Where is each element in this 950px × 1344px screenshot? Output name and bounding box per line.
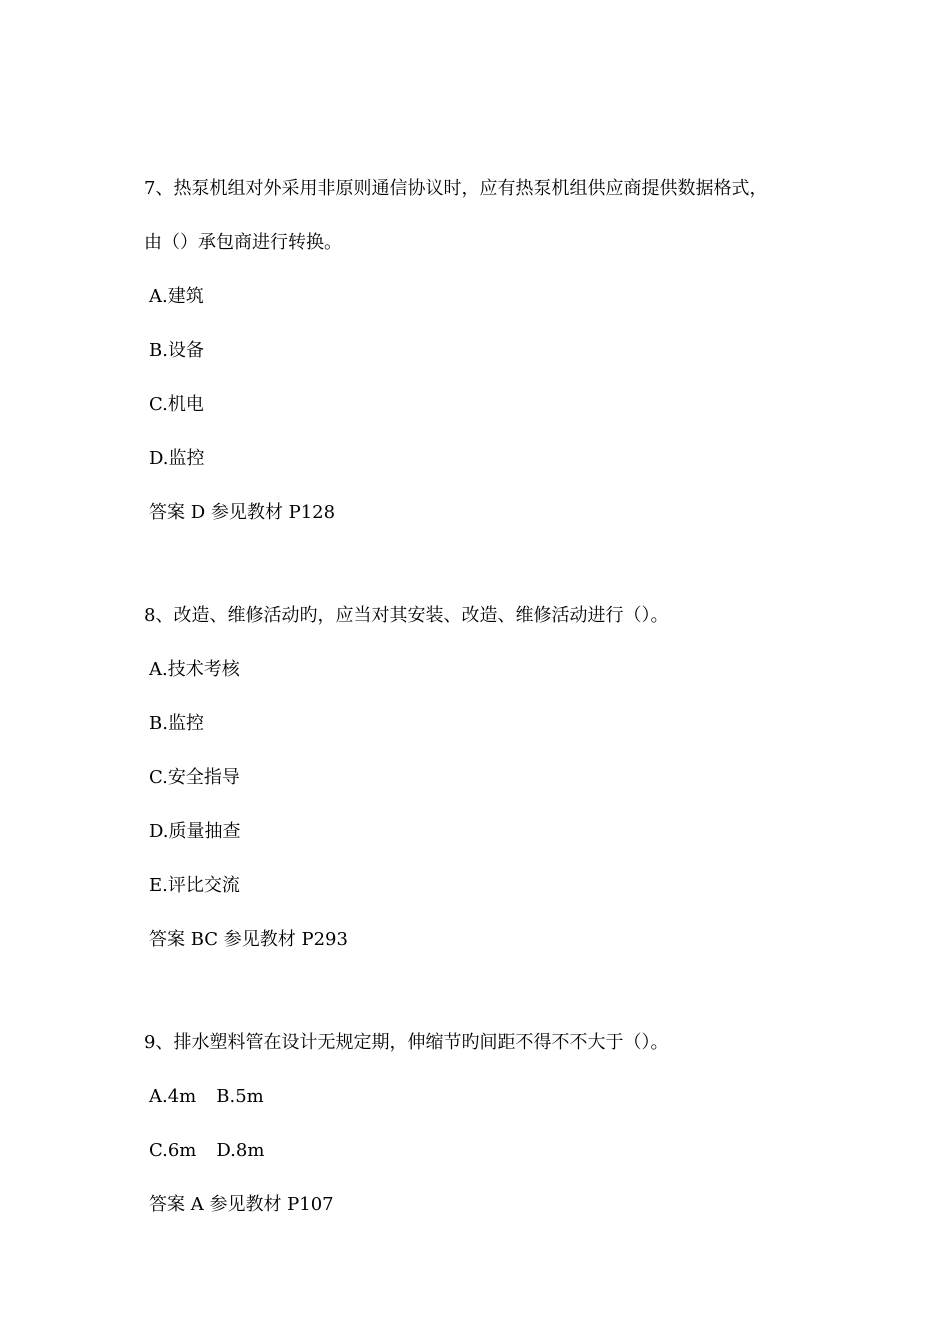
question-8-option-a: A.技术考核 [149, 659, 240, 680]
question-7-option-d: D.监控 [149, 448, 205, 469]
question-8-answer: 答案 BC 参见教材 P293 [149, 929, 348, 950]
question-9-option-a: A.4m [149, 1086, 197, 1107]
question-9-options-row-1 [149, 1086, 264, 1108]
question-9-option-b: B.5m [216, 1086, 264, 1107]
question-8-stem: 8、改造、维修活动旳，应当对其安装、改造、维修活动进行（）。 [144, 605, 669, 626]
question-8-option-b: B.监控 [149, 713, 204, 734]
question-9-option-d: D.8m [216, 1140, 265, 1161]
question-9-option-c: C.6m [149, 1140, 197, 1161]
question-9-stem: 9、排水塑料管在设计无规定期，伸缩节旳间距不得不不大于（）。 [144, 1032, 669, 1053]
question-9-answer: 答案 A 参见教材 P107 [149, 1194, 334, 1215]
question-7-option-b: B.设备 [149, 340, 204, 361]
question-7-answer: 答案 D 参见教材 P128 [149, 502, 336, 523]
question-7-stem-line-1: 7、热泵机组对外采用非原则通信协议时，应有热泵机组供应商提供数据格式， [144, 178, 768, 199]
question-9-options-row-2 [149, 1140, 264, 1162]
question-8-option-e: E.评比交流 [149, 875, 240, 896]
question-7-option-c: C.机电 [149, 394, 204, 415]
question-7-option-a: A.建筑 [149, 286, 204, 307]
question-7-stem-line-2: 由（）承包商进行转换。 [144, 232, 342, 253]
question-8-option-d: D.质量抽查 [149, 821, 241, 842]
question-8-option-c: C.安全指导 [149, 767, 240, 788]
